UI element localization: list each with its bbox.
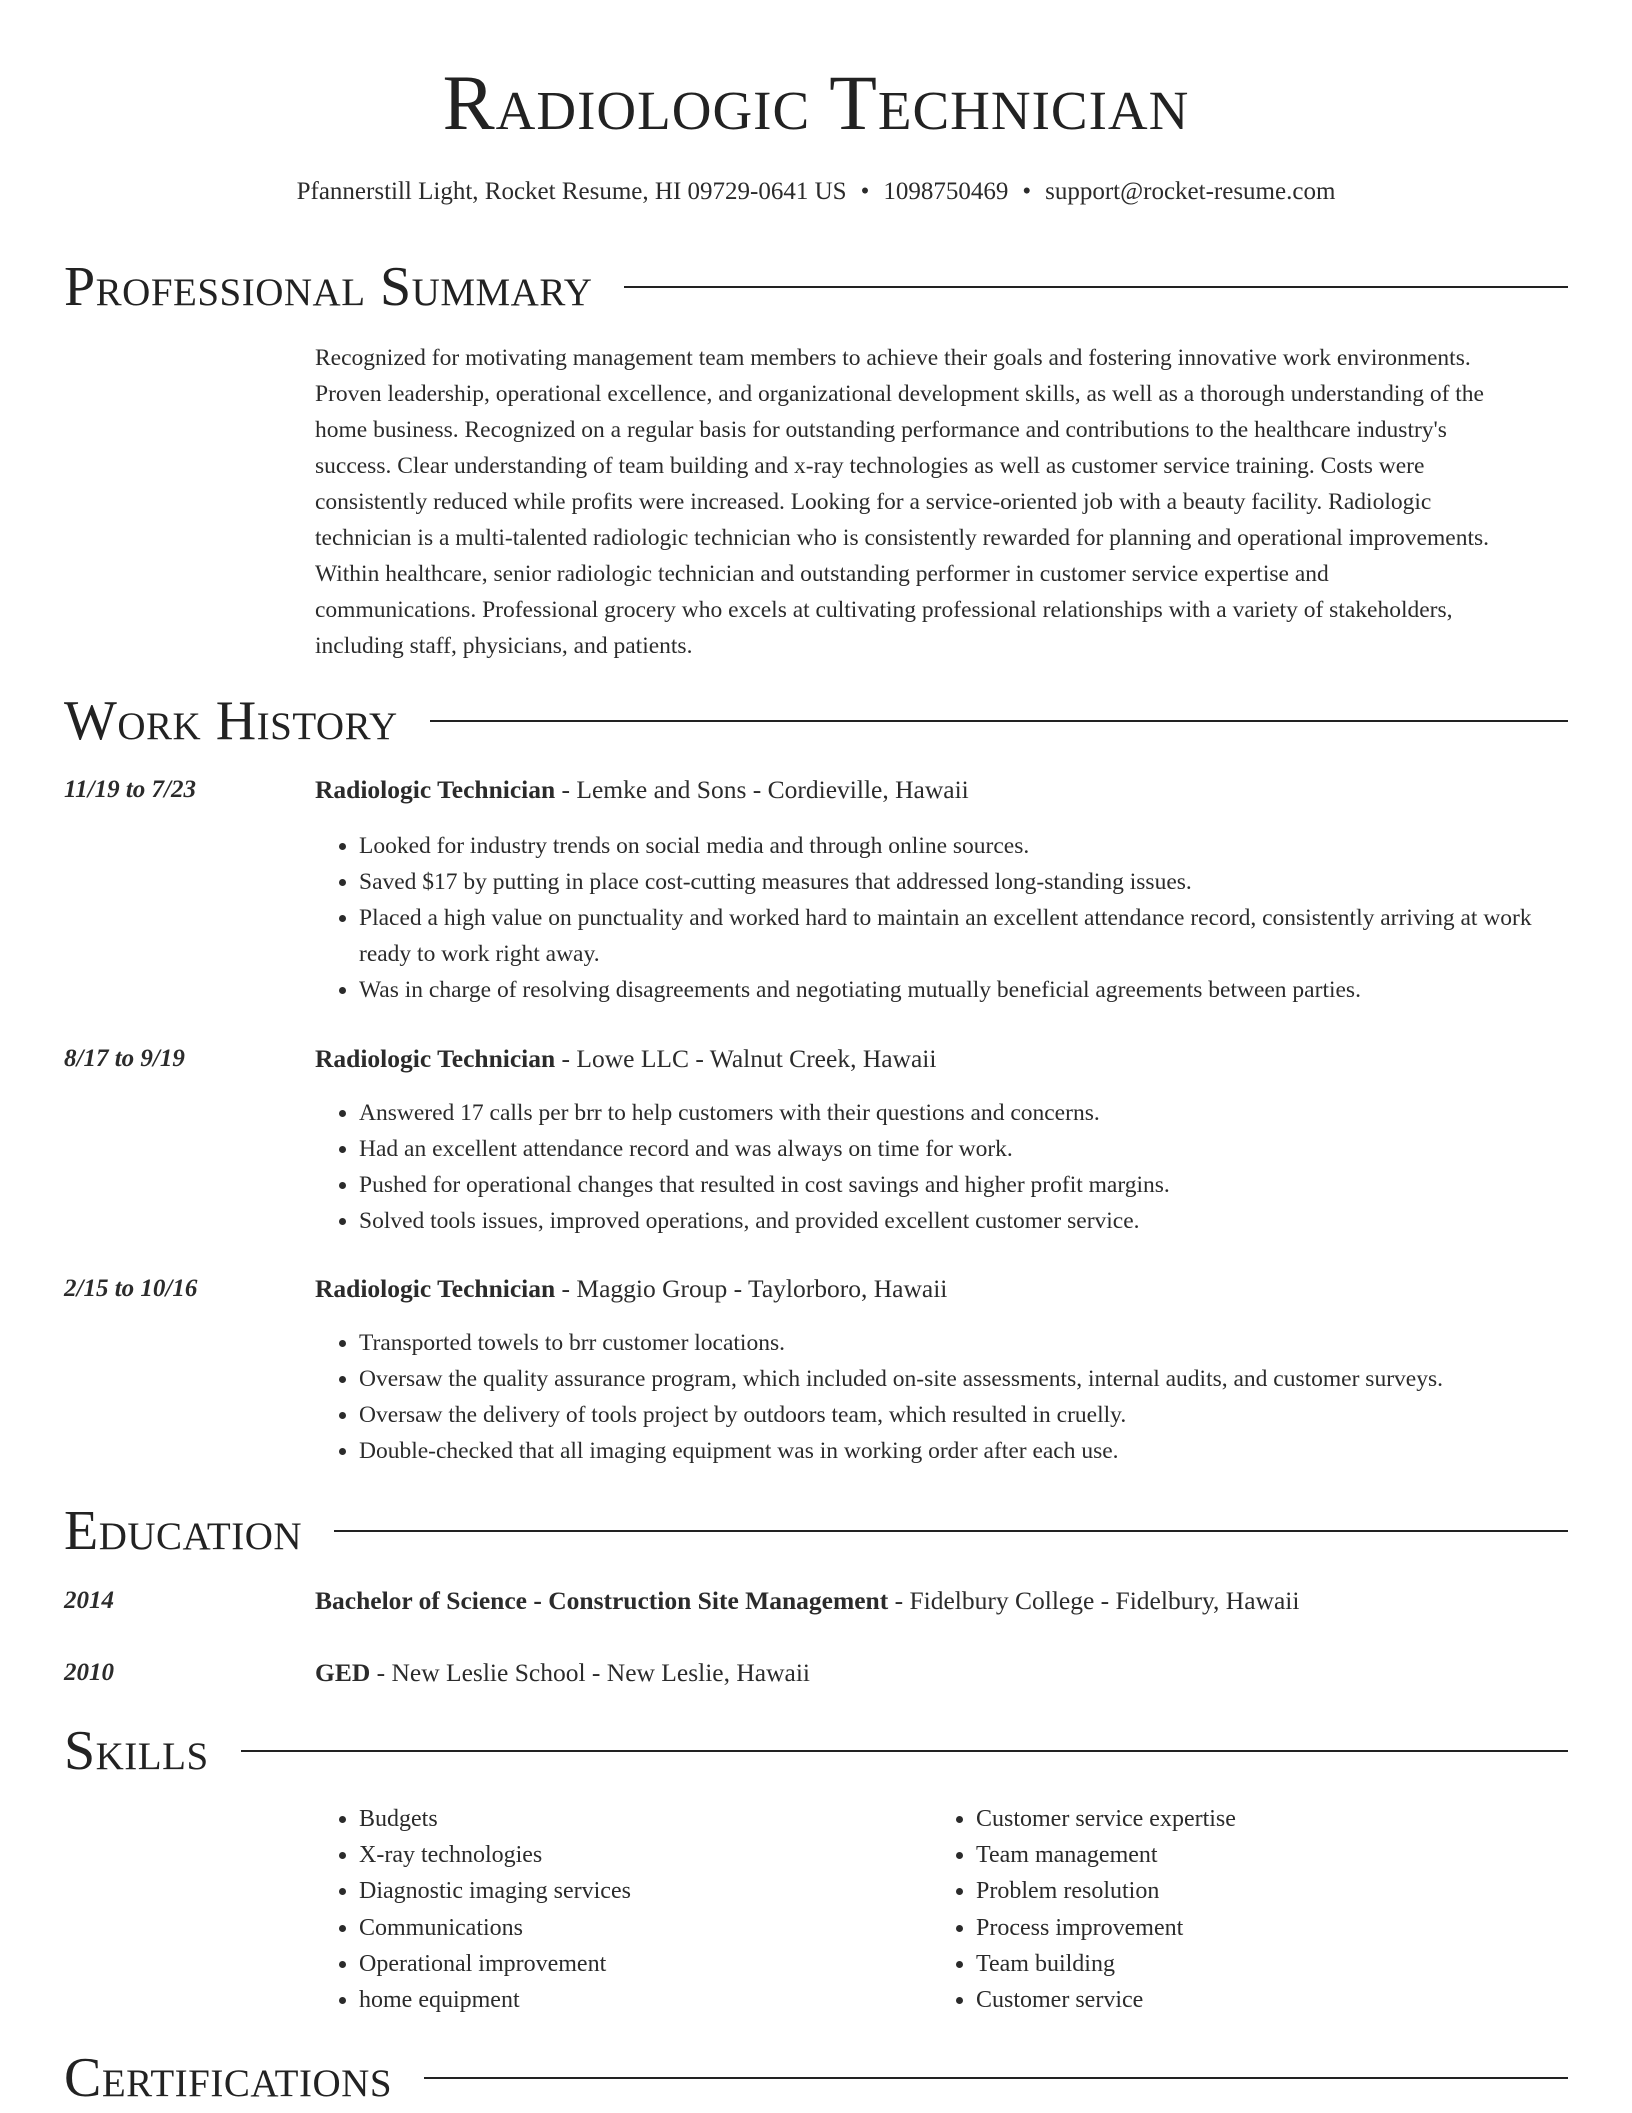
skill-item: • Diagnostic imaging services xyxy=(359,1873,919,1909)
contact-line xyxy=(0,174,1632,210)
skill-item: • Budgets xyxy=(359,1801,919,1837)
list-item: • Had an excellent attendance record and was always on time for work. xyxy=(359,1131,1570,1167)
education-details: - New Leslie School - New Leslie, Hawaii xyxy=(370,1658,811,1687)
section-header-education xyxy=(64,1496,1568,1566)
education-degree: GED xyxy=(315,1658,371,1687)
education-heading xyxy=(315,1655,810,1691)
job-bullets xyxy=(315,1325,1570,1469)
skill-item: • Customer service expertise xyxy=(976,1801,1576,1837)
list-item: • Solved tools issues, improved operations, and provided excellent customer service. xyxy=(359,1203,1570,1239)
summary-line: including staff, physicians, and patients. xyxy=(315,633,693,659)
education-details: - Fidelbury College - Fidelbury, Hawaii xyxy=(888,1586,1300,1615)
contact-separator: • xyxy=(1022,178,1032,205)
job-dates: 2/15 to 10/16 xyxy=(64,1275,198,1302)
summary-line: technician is a multi-talented radiologic technician who is consistently rewarded for planning and operational improvements. xyxy=(315,525,1489,551)
skill-item: • Customer service xyxy=(976,1982,1576,2018)
contact-phone: 1098750469 xyxy=(883,178,1009,205)
education-degree: Bachelor of Science - Construction Site Management xyxy=(315,1586,889,1615)
candidate-name: Radiologic Technician xyxy=(442,59,1190,146)
contact-address: Pfannerstill Light, Rocket Resume, HI 09729-0641 US xyxy=(296,178,847,205)
job-title: Radiologic Technician xyxy=(315,1274,556,1303)
skill-item: • Process improvement xyxy=(976,1910,1576,1946)
job-heading xyxy=(315,1041,936,1077)
skill-item: • Team building xyxy=(976,1946,1576,1982)
section-header-skills xyxy=(64,1716,1568,1786)
section-rule xyxy=(334,1530,1568,1532)
section-title-skills: Skills xyxy=(64,1720,209,1782)
section-title-certifications: Certifications xyxy=(64,2047,393,2109)
summary-line: home business. Recognized on a regular basis for outstanding performance and contributions to the healthcare industry's xyxy=(315,417,1447,443)
job-details: - Lemke and Sons - Cordieville, Hawaii xyxy=(555,775,969,804)
section-title-education: Education xyxy=(64,1500,303,1562)
section-rule xyxy=(430,720,1568,722)
job-bullets xyxy=(315,1095,1570,1239)
section-header-certifications xyxy=(64,2043,1568,2113)
list-item: • Saved $17 by putting in place cost-cutting measures that addressed long-standing issues. xyxy=(359,864,1570,900)
job-heading xyxy=(315,772,969,808)
section-rule xyxy=(241,1750,1568,1752)
skill-item: • X-ray technologies xyxy=(359,1837,919,1873)
section-rule xyxy=(624,286,1568,288)
education-entry xyxy=(64,1655,1570,1691)
section-title-summary: Professional Summary xyxy=(64,256,593,318)
job-title: Radiologic Technician xyxy=(315,775,556,804)
skills-list-left xyxy=(315,1801,919,2018)
education-entry xyxy=(64,1583,1570,1619)
job-title: Radiologic Technician xyxy=(315,1044,556,1073)
skill-item: • home equipment xyxy=(359,1982,919,2018)
contact-separator: • xyxy=(860,178,870,205)
summary-line: consistently reduced while profits were increased. Looking for a service-oriented job with a beauty facility. Radiologic xyxy=(315,489,1432,515)
education-heading xyxy=(315,1583,1299,1619)
skill-item: • Operational improvement xyxy=(359,1946,919,1982)
list-item: • Pushed for operational changes that resulted in cost savings and higher profit margins. xyxy=(359,1167,1570,1203)
education-year: 2014 xyxy=(64,1587,114,1614)
education-year: 2010 xyxy=(64,1659,114,1686)
skill-item: • Team management xyxy=(976,1837,1576,1873)
summary-line: Recognized for motivating management team members to achieve their goals and fostering innovative work environments. xyxy=(315,345,1471,371)
list-item: • Oversaw the quality assurance program, which included on-site assessments, internal audits, and customer surveys. xyxy=(359,1361,1570,1397)
job-details: - Maggio Group - Taylorboro, Hawaii xyxy=(555,1274,948,1303)
section-header-summary xyxy=(64,252,1568,322)
list-item: • Double-checked that all imaging equipment was in working order after each use. xyxy=(359,1433,1570,1469)
contact-email: support@rocket-resume.com xyxy=(1045,178,1336,205)
job-details: - Lowe LLC - Walnut Creek, Hawaii xyxy=(555,1044,937,1073)
list-item: • Looked for industry trends on social media and through online sources. xyxy=(359,828,1570,864)
skill-item: • Problem resolution xyxy=(976,1873,1576,1909)
section-header-work xyxy=(64,686,1568,756)
summary-line: Within healthcare, senior radiologic technician and outstanding performer in customer service expertise and xyxy=(315,561,1329,587)
list-item: • Transported towels to brr customer locations. xyxy=(359,1325,1570,1361)
summary-line: Proven leadership, operational excellence, and organizational development skills, as well as a thorough understanding of the xyxy=(315,381,1484,407)
section-title-work: Work History xyxy=(64,690,398,752)
skill-item: • Communications xyxy=(359,1910,919,1946)
list-item: • Placed a high value on punctuality and worked hard to maintain an excellent attendance record, consistently arriving at work ready to work right away. xyxy=(359,900,1570,972)
job-dates: 8/17 to 9/19 xyxy=(64,1045,185,1072)
summary-line: success. Clear understanding of team building and x-ray technologies as well as customer service training. Costs were xyxy=(315,453,1425,479)
summary-text xyxy=(315,340,1570,664)
job-bullets xyxy=(315,828,1570,1008)
list-item: • Oversaw the delivery of tools project by outdoors team, which resulted in cruelly. xyxy=(359,1397,1570,1433)
job-dates: 11/19 to 7/23 xyxy=(64,776,196,803)
job-heading xyxy=(315,1271,947,1307)
summary-line: communications. Professional grocery who excels at cultivating professional relationships with a variety of stakeholders, xyxy=(315,597,1453,623)
section-rule xyxy=(424,2077,1568,2079)
skills-list-right xyxy=(932,1801,1576,2018)
list-item: • Was in charge of resolving disagreements and negotiating mutually beneficial agreements between parties. xyxy=(359,972,1570,1008)
list-item: • Answered 17 calls per brr to help customers with their questions and concerns. xyxy=(359,1095,1570,1131)
